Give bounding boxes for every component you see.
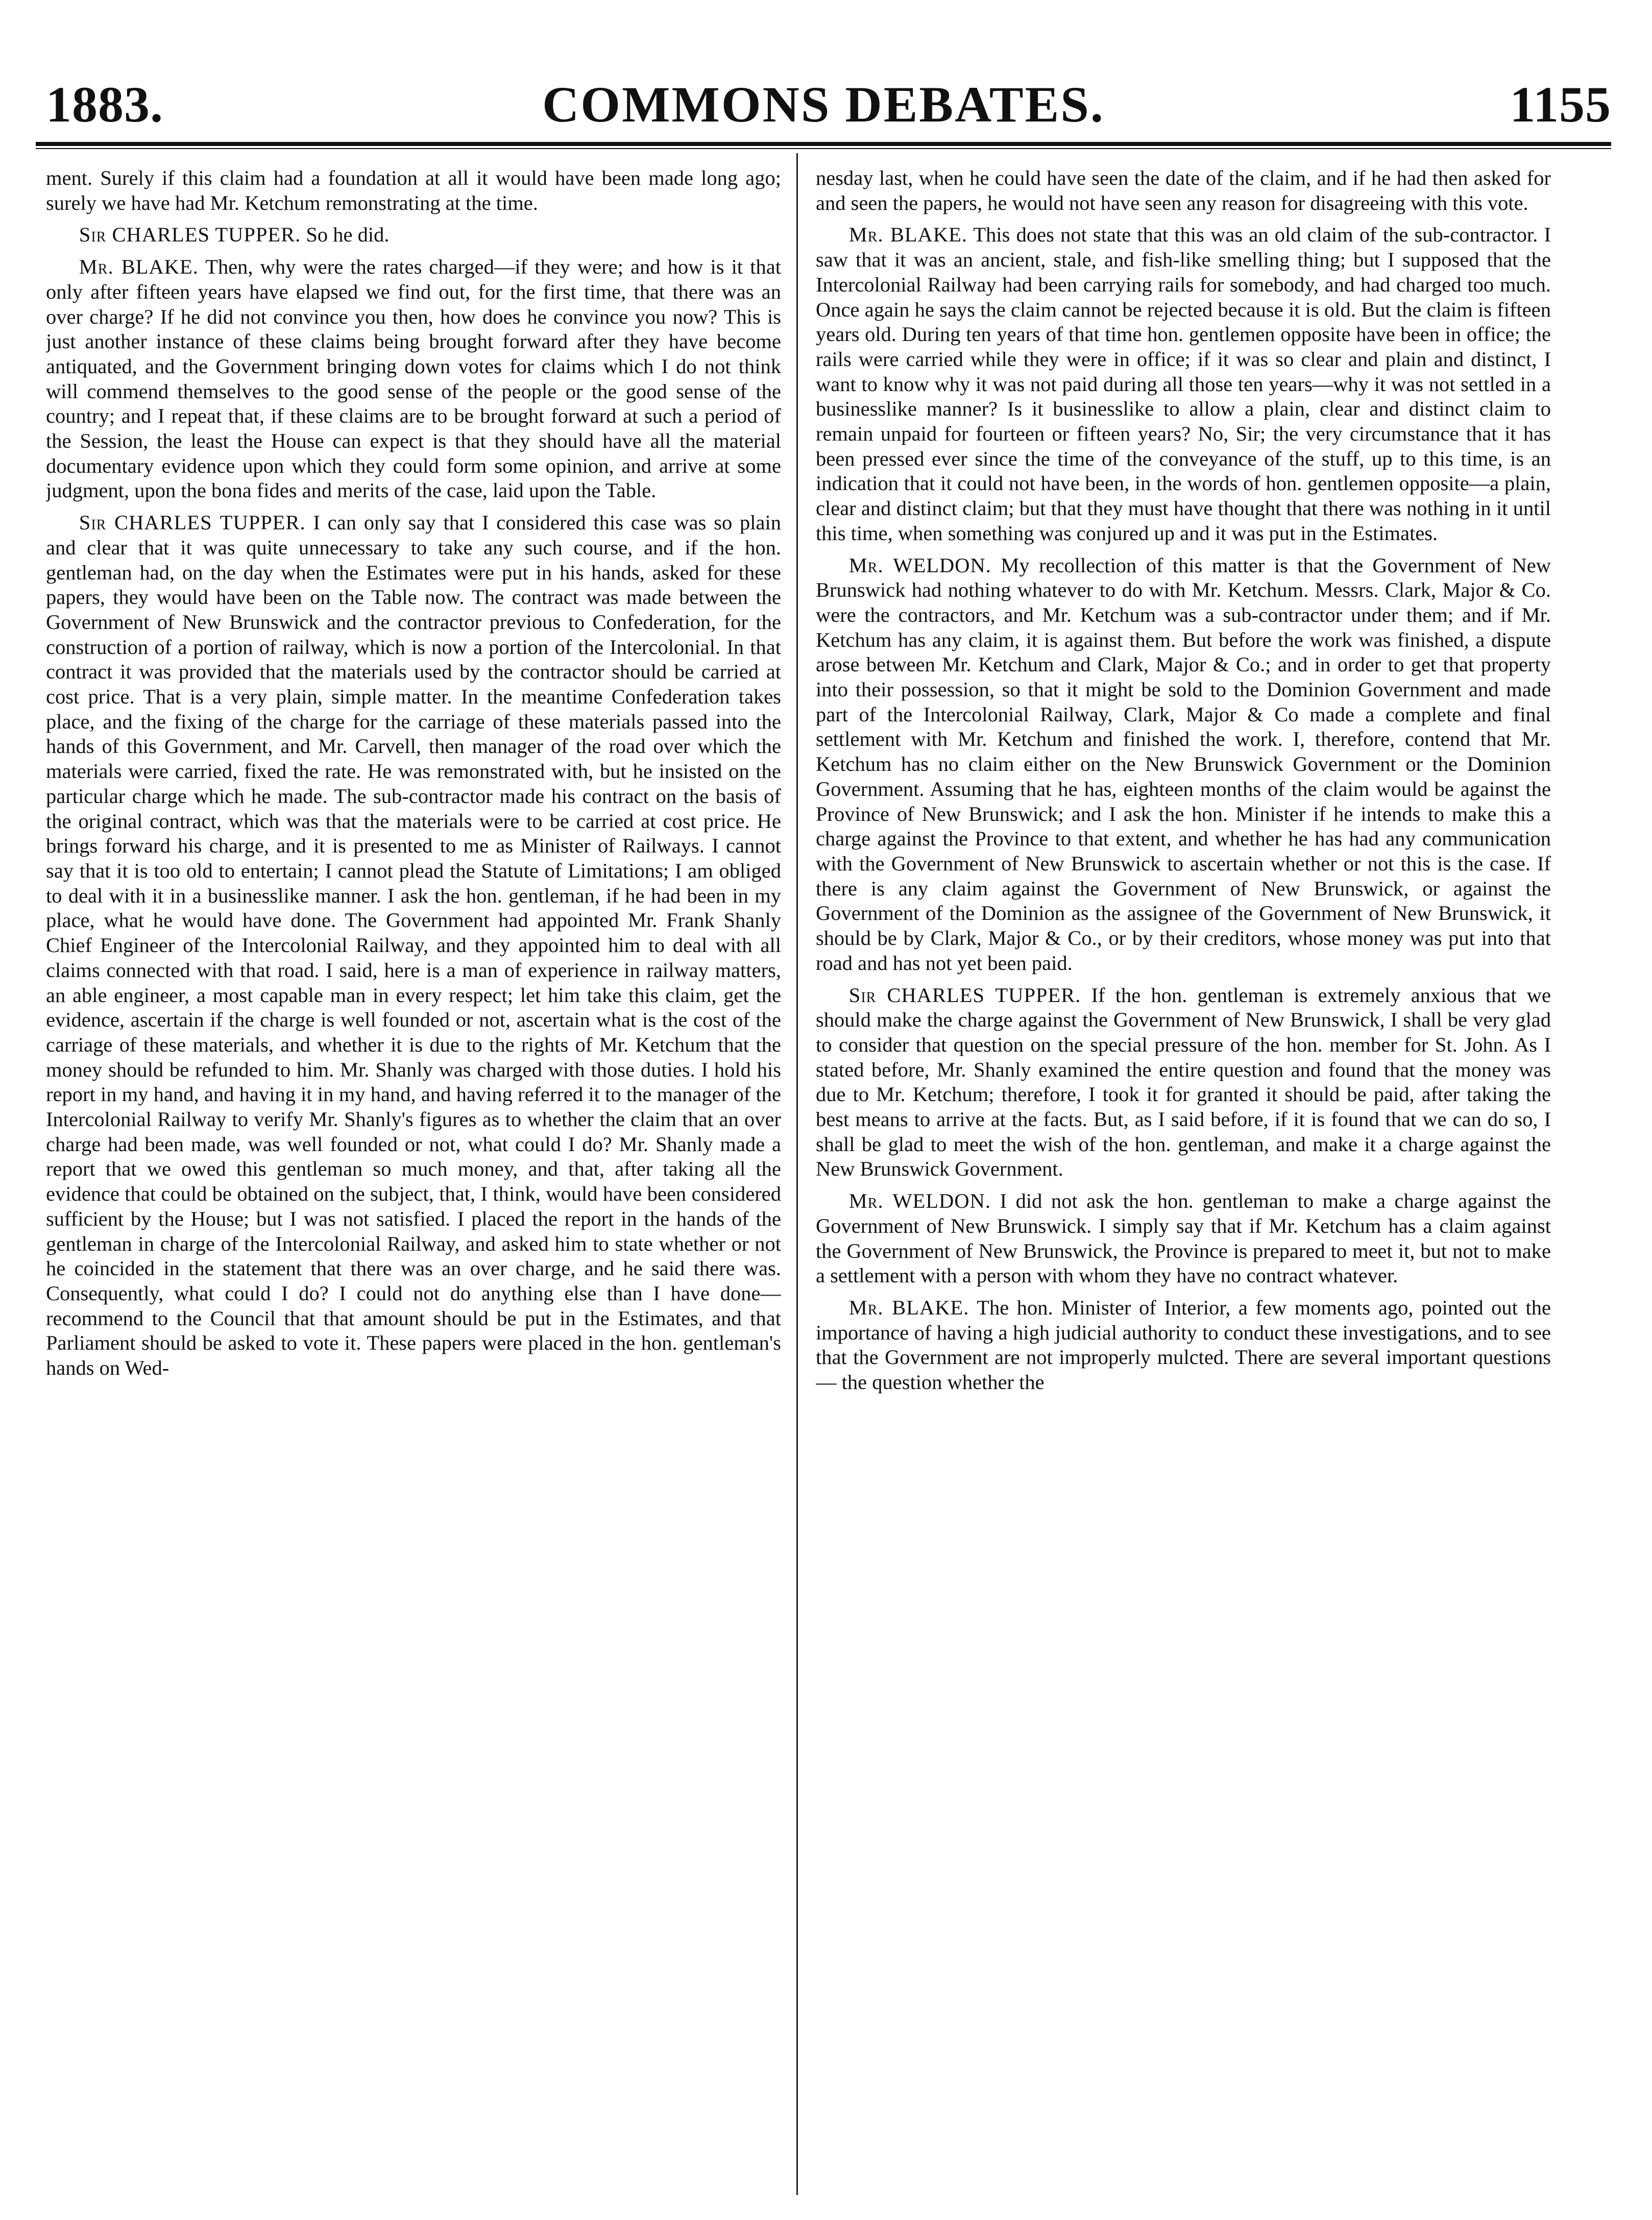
paragraph-text: My recollection of this matter is that the Government of New Brunswick had nothing whatever to do with Mr. Ketchum. Messrs. Clark, Major & Co. were the contractors, and Mr. Ketchum was a sub-contractor under them; and if Mr. Ketchum has any claim, it is against them. But before the work was finished, a dispute arose between Mr. Ketchum and Clark, Major & Co.; and in order to get that property into their possession, so that it might be sold to the Dominion Government and made part of the Intercolonial Railway, Clark, Major & Co made a complete and final settlement with Mr. Ketchum and finished the work. I, therefore, contend that Mr. Ketchum has no claim either on the New Brunswick Government or the Dominion Government. Assuming that he has, eighteen months of the claim would be against the Province of New Brunswick; and I ask the hon. Minister if he intends to make this a charge against the Province to that extent, and whether he has had any communication with the Government of New Brunswick to ascertain whether or not this is the case. If there is any claim against the Government of New Brunswick, or against the Government of the Dominion as the assignee of the Government of New Brunswick, it should be by Clark, Major & Co., or by their creditors, whose money was put into that road and has not yet been paid. xyxy=(816,553,1551,974)
paragraph-text: So he did. xyxy=(306,223,390,247)
left-column xyxy=(46,166,781,2203)
paragraph xyxy=(816,1189,1551,1288)
header-rule-thin xyxy=(36,148,1611,149)
header-title: COMMONS DEBATES. xyxy=(542,76,1105,133)
page-header xyxy=(36,77,1611,143)
paragraph xyxy=(46,223,781,248)
header-year: 1883. xyxy=(46,76,163,133)
paragraph-text: Then, why were the rates charged—if they were; and how is it that only after fifteen years have elapsed we find out, for the first time, that there was an over charge? If he did not convince you then, how does he convince you now? This is just another instance of these claims being brought forward after they have become antiquated, and the Government bringing down votes for claims which I do not think will commend themselves to the good sense of the people or the good sense of the country; and I repeat that, if these claims are to be brought forward at such a period of the Session, the least the House can expect is that they should have all the material documentary evidence upon which they could form some opinion, and arrive at some judgment, upon the bona fides and merits of the case, laid upon the Table. xyxy=(46,255,781,502)
paragraph xyxy=(46,166,781,215)
speaker-name: Sir CHARLES TUPPER. xyxy=(79,223,301,247)
speaker-name: Sir CHARLES TUPPER. xyxy=(79,511,306,534)
paragraph-text: I did not ask the hon. gentleman to make a charge against the Government of New Brunswick. I simply say that if Mr. Ketchum has a claim against the Government of New Brunswick, the Province is prepared to meet it, but not to make a settlement with a person with whom they have no contract whatever. xyxy=(816,1189,1551,1287)
paragraph xyxy=(816,223,1551,546)
paragraph-text: This does not state that this was an old claim of the sub-contractor. I saw that it was an ancient, stale, and fish-like smelling thing; but I supposed that the Intercolonial Railway had been carrying rails for somebody, and had charged too much. Once again he says the claim cannot be rejected because it is old. But the claim is fifteen years old. During ten years of that time hon. gentlemen opposite have been in office; the rails were carried while they were in office; if it was so clear and plain and distinct, I want to know why it was not paid during all those ten years—why it was not settled in a businesslike manner? Is it businesslike to allow a plain, clear and distinct claim to remain unpaid for fourteen or fifteen years? No, Sir; the very circumstance that it has been pressed ever since the time of the conveyance of the stuff, up to this time, is an indication that it could not have been, in the words of hon. gentlemen opposite—a plain, clear and distinct claim; but that they must have thought that there was nothing in it until this time, when something was conjured up and it was put in the Estimates. xyxy=(816,223,1551,545)
right-column xyxy=(816,166,1551,2203)
paragraph xyxy=(816,166,1551,215)
paragraph xyxy=(816,553,1551,976)
header-page-number: 1155 xyxy=(1510,76,1611,133)
paragraph-text: The hon. Minister of Interior, a few moments ago, pointed out the importance of having a high judicial authority to conduct these investigations, and to see that the Government are not improperly mulcted. There are several important questions — the question whether the xyxy=(816,1296,1551,1394)
paragraph xyxy=(46,510,781,1381)
paragraph xyxy=(816,1296,1551,1395)
header-rule-thick xyxy=(36,142,1611,146)
speaker-name: Sir CHARLES TUPPER. xyxy=(848,983,1081,1007)
paragraph-text: If the hon. gentleman is extremely anxious that we should make the charge against the Government of New Brunswick, I shall be very glad to consider that question on the special pressure of the hon. member for St. John. As I stated before, Mr. Shanly examined the entire question and found that the money was due to Mr. Ketchum; therefore, I took it for granted it should be paid, after taking the best means to arrive at the facts. But, as I said before, if it is found that we can do so, I shall be glad to meet the wish of the hon. gentleman, and make it a charge against the New Brunswick Government. xyxy=(816,983,1551,1181)
speaker-name: Mr. BLAKE. xyxy=(848,1296,969,1319)
paragraph xyxy=(46,255,781,503)
paragraph-text: I can only say that I considered this case was so plain and clear that it was quite unnecessary to take any such course, and if the hon. gentleman had, on the day when the Estimates were put in his hands, asked for these papers, they would have been on the Table now. The contract was made between the Government of New Brunswick and the contractor previous to Confederation, for the construction of a portion of railway, which is now a portion of the Intercolonial. In that contract it was provided that the materials used by the contractor should be carried at cost price. That is a very plain, simple matter. In the meantime Confederation takes place, and the fixing of the charge for the carriage of these materials passed into the hands of this Government, and Mr. Carvell, then manager of the road over which the materials were carried, fixed the rate. He was remonstrated with, but he insisted on the particular charge which he made. The sub-contractor made his contract on the basis of the original contract, which was that the materials were to be carried at cost price. He brings forward his charge, and it is presented to me as Minister of Railways. I cannot say that it is too old to entertain; I cannot plead the Statute of Limitations; I am obliged to deal with it in a businesslike manner. I ask the hon. gentleman, if he had been in my place, what he would have done. The Government had appointed Mr. Frank Shanly Chief Engineer of the Intercolonial Railway, and they appointed him to deal with all claims connected with that road. I said, here is a man of experience in railway matters, an able engineer, a most capable man in every respect; let him take this claim, get the evidence, ascertain if the charge is well founded or not, ascertain what is the cost of the carriage of these materials, and whether it is due to the rights of Mr. Ketchum that the money should be refunded to him. Mr. Shanly was charged with those duties. I hold his report in my hand, and having it in my hand, and having referred it to the manager of the Intercolonial Railway to verify Mr. Shanly's figures as to whether the claim that an over charge had been made, was well founded or not, what could I do? Mr. Shanly made a report that we owed this gentleman so much money, and that, after taking all the evidence that could be obtained on the subject, that, I think, would have been considered sufficient by the House; but I was not satisfied. I placed the report in the hands of the gentleman in charge of the Intercolonial Railway, and asked him to state whether or not he coincided in the statement that there was an over charge, and he said there was. Consequently, what could I do? I could not do anything else than I have done—recommend to the Council that that amount should be put in the Estimates, and that Parliament should be asked to vote it. These papers were placed in the hon. gentleman's hands on Wed- xyxy=(46,511,781,1380)
speaker-name: Mr. WELDON. xyxy=(848,1189,991,1213)
paragraph xyxy=(816,983,1551,1182)
speaker-name: Mr. BLAKE. xyxy=(79,255,199,279)
speaker-name: Mr. BLAKE. xyxy=(848,223,967,247)
paragraph-text: nesday last, when he could have seen the date of the claim, and if he had then asked for and seen the papers, he would not have seen any reason for disagreeing with this vote. xyxy=(816,166,1551,214)
paragraph-text: ment. Surely if this claim had a foundation at all it would have been made long ago; surely we have had Mr. Ketchum remonstrating at the time. xyxy=(46,166,781,214)
column-divider xyxy=(796,153,798,2195)
speaker-name: Mr. WELDON. xyxy=(848,553,991,577)
